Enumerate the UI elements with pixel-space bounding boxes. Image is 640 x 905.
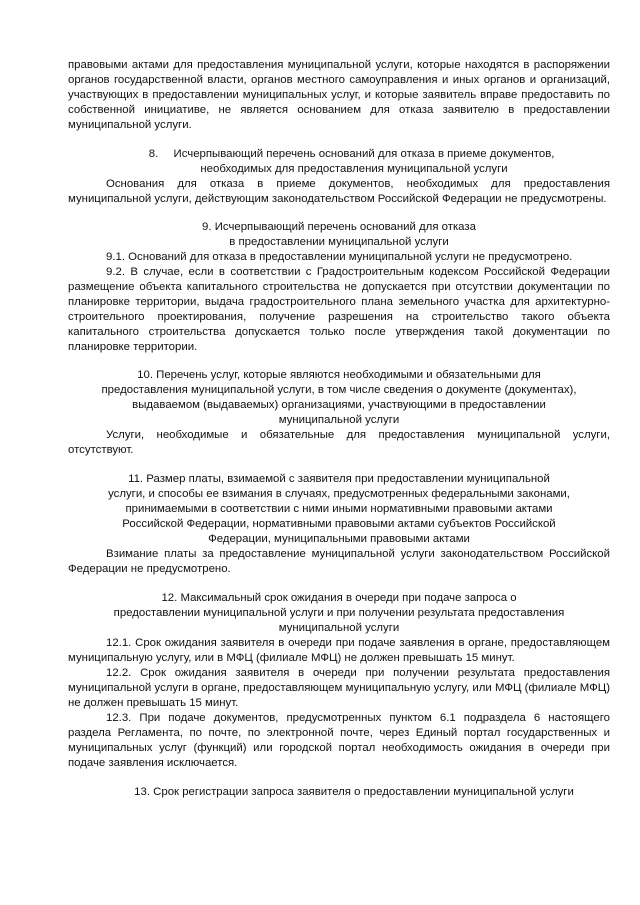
section-9 [68, 220, 610, 355]
section-10-text: Услуги, необходимые и обязательные для предоставления муниципальной услуги, отсутствуют. [68, 429, 610, 456]
section-11 [68, 472, 610, 577]
paragraph-intro: правовыми актами для предоставления муниципальной услуги, которые находятся в распоряжении органов государственной власти, органов местного самоуправления и иных органов и организаций, участвующих в предоставлении муниципальных услуг, и которые заявитель вправе предоставить по собственной инициативе, не является основанием для отказа заявителю в предоставлении муниципальной услуги. [68, 59, 610, 131]
section-12-title-line1: 12. Максимальный срок ожидания в очереди при подаче запроса о [161, 592, 517, 604]
section-10 [68, 368, 610, 458]
section-8-title-line2: необходимых для предоставления муниципальной услуги [200, 163, 508, 175]
section-10-title-line2: предоставления муниципальной услуги, в том числе сведения о документе (документах), [101, 384, 577, 396]
section-12-paragraph-1: 12.1. Срок ожидания заявителя в очереди при подаче заявления в органе, предоставляющем муниципальную услугу, или в МФЦ (филиале МФЦ) не должен превышать 15 минут. [68, 637, 610, 664]
section-8 [68, 147, 610, 207]
section-8-number: 8. [148, 148, 159, 160]
section-12-paragraph-3: 12.3. При подаче документов, предусмотренных пунктом 6.1 подраздела 6 настоящего раздела Регламента, по почте, по электронной почте, через Единый портал государственных и муниципальных услуг (функций) или городской портал необходимость ожидания в очереди при подаче заявления исключается. [68, 712, 610, 769]
section-11-text: Взимание платы за предоставление муниципальной услуги законодательством Российской Федерации не предусмотрено. [68, 548, 610, 575]
section-8-title-line1: Исчерпывающий перечень оснований для отказа в приеме документов, [173, 148, 555, 160]
section-8-text: Основания для отказа в приеме документов, необходимых для предоставления муниципальной услуги, действующим законодательством Российской Федерации не предусмотрены. [68, 178, 610, 205]
section-10-title-line1: 10. Перечень услуг, которые являются необходимыми и обязательными для [137, 369, 541, 381]
section-11-title-line5: Федерации, муниципальными правовыми актами [208, 533, 470, 545]
section-8-heading [68, 147, 610, 162]
section-11-title-line3: принимаемыми в соответствии с ними иными нормативными правовыми актами [125, 503, 553, 515]
section-12 [68, 591, 610, 771]
section-12-title-line2: предоставлении муниципальной услуги и при получении результата предоставления [113, 607, 565, 619]
section-13 [68, 785, 610, 800]
document-page [68, 58, 610, 800]
section-9-paragraph-2: 9.2. В случае, если в соответствии с Градостроительным кодексом Российской Федерации размещение объекта капитального строительства не допускается при отсутствии документации по планировке территории, выдача градостроительного плана земельного участка для архитектурно-строительного проектирования, получение разрешения на строительство такого объекта капитального строительства допускается только после утверждения такой документации по планировке территории. [68, 266, 610, 353]
section-11-title-line1: 11. Размер платы, взимаемой с заявителя при предоставлении муниципальной [128, 473, 550, 485]
section-10-title-line3: выдаваемом (выдаваемых) организациями, участвующими в предоставлении [132, 399, 546, 411]
section-11-title-line2: услуги, и способы ее взимания в случаях, предусмотренных федеральными законами, [108, 488, 570, 500]
section-12-title-line3: муниципальной услуги [278, 622, 400, 634]
section-13-title-line1: 13. Срок регистрации запроса заявителя о предоставлении муниципальной услуги [134, 786, 574, 798]
section-12-paragraph-2: 12.2. Срок ожидания заявителя в очереди при получении результата предоставления муниципальной услуги в органе, предоставляющем муниципальную услугу, или МФЦ (филиале МФЦ) не должен превышать 15 минут. [68, 667, 610, 709]
section-10-title-line4: муниципальной услуги [278, 414, 400, 426]
section-9-paragraph-1: 9.1. Оснований для отказа в предоставлении муниципальной услуги не предусмотрено. [106, 251, 573, 263]
section-9-title-line1: 9. Исчерпывающий перечень оснований для отказа [202, 221, 476, 233]
section-11-title-line4: Российской Федерации, нормативными правовыми актами субъектов Российской [122, 518, 556, 530]
section-9-title-line2: в предоставлении муниципальной услуги [229, 236, 449, 248]
